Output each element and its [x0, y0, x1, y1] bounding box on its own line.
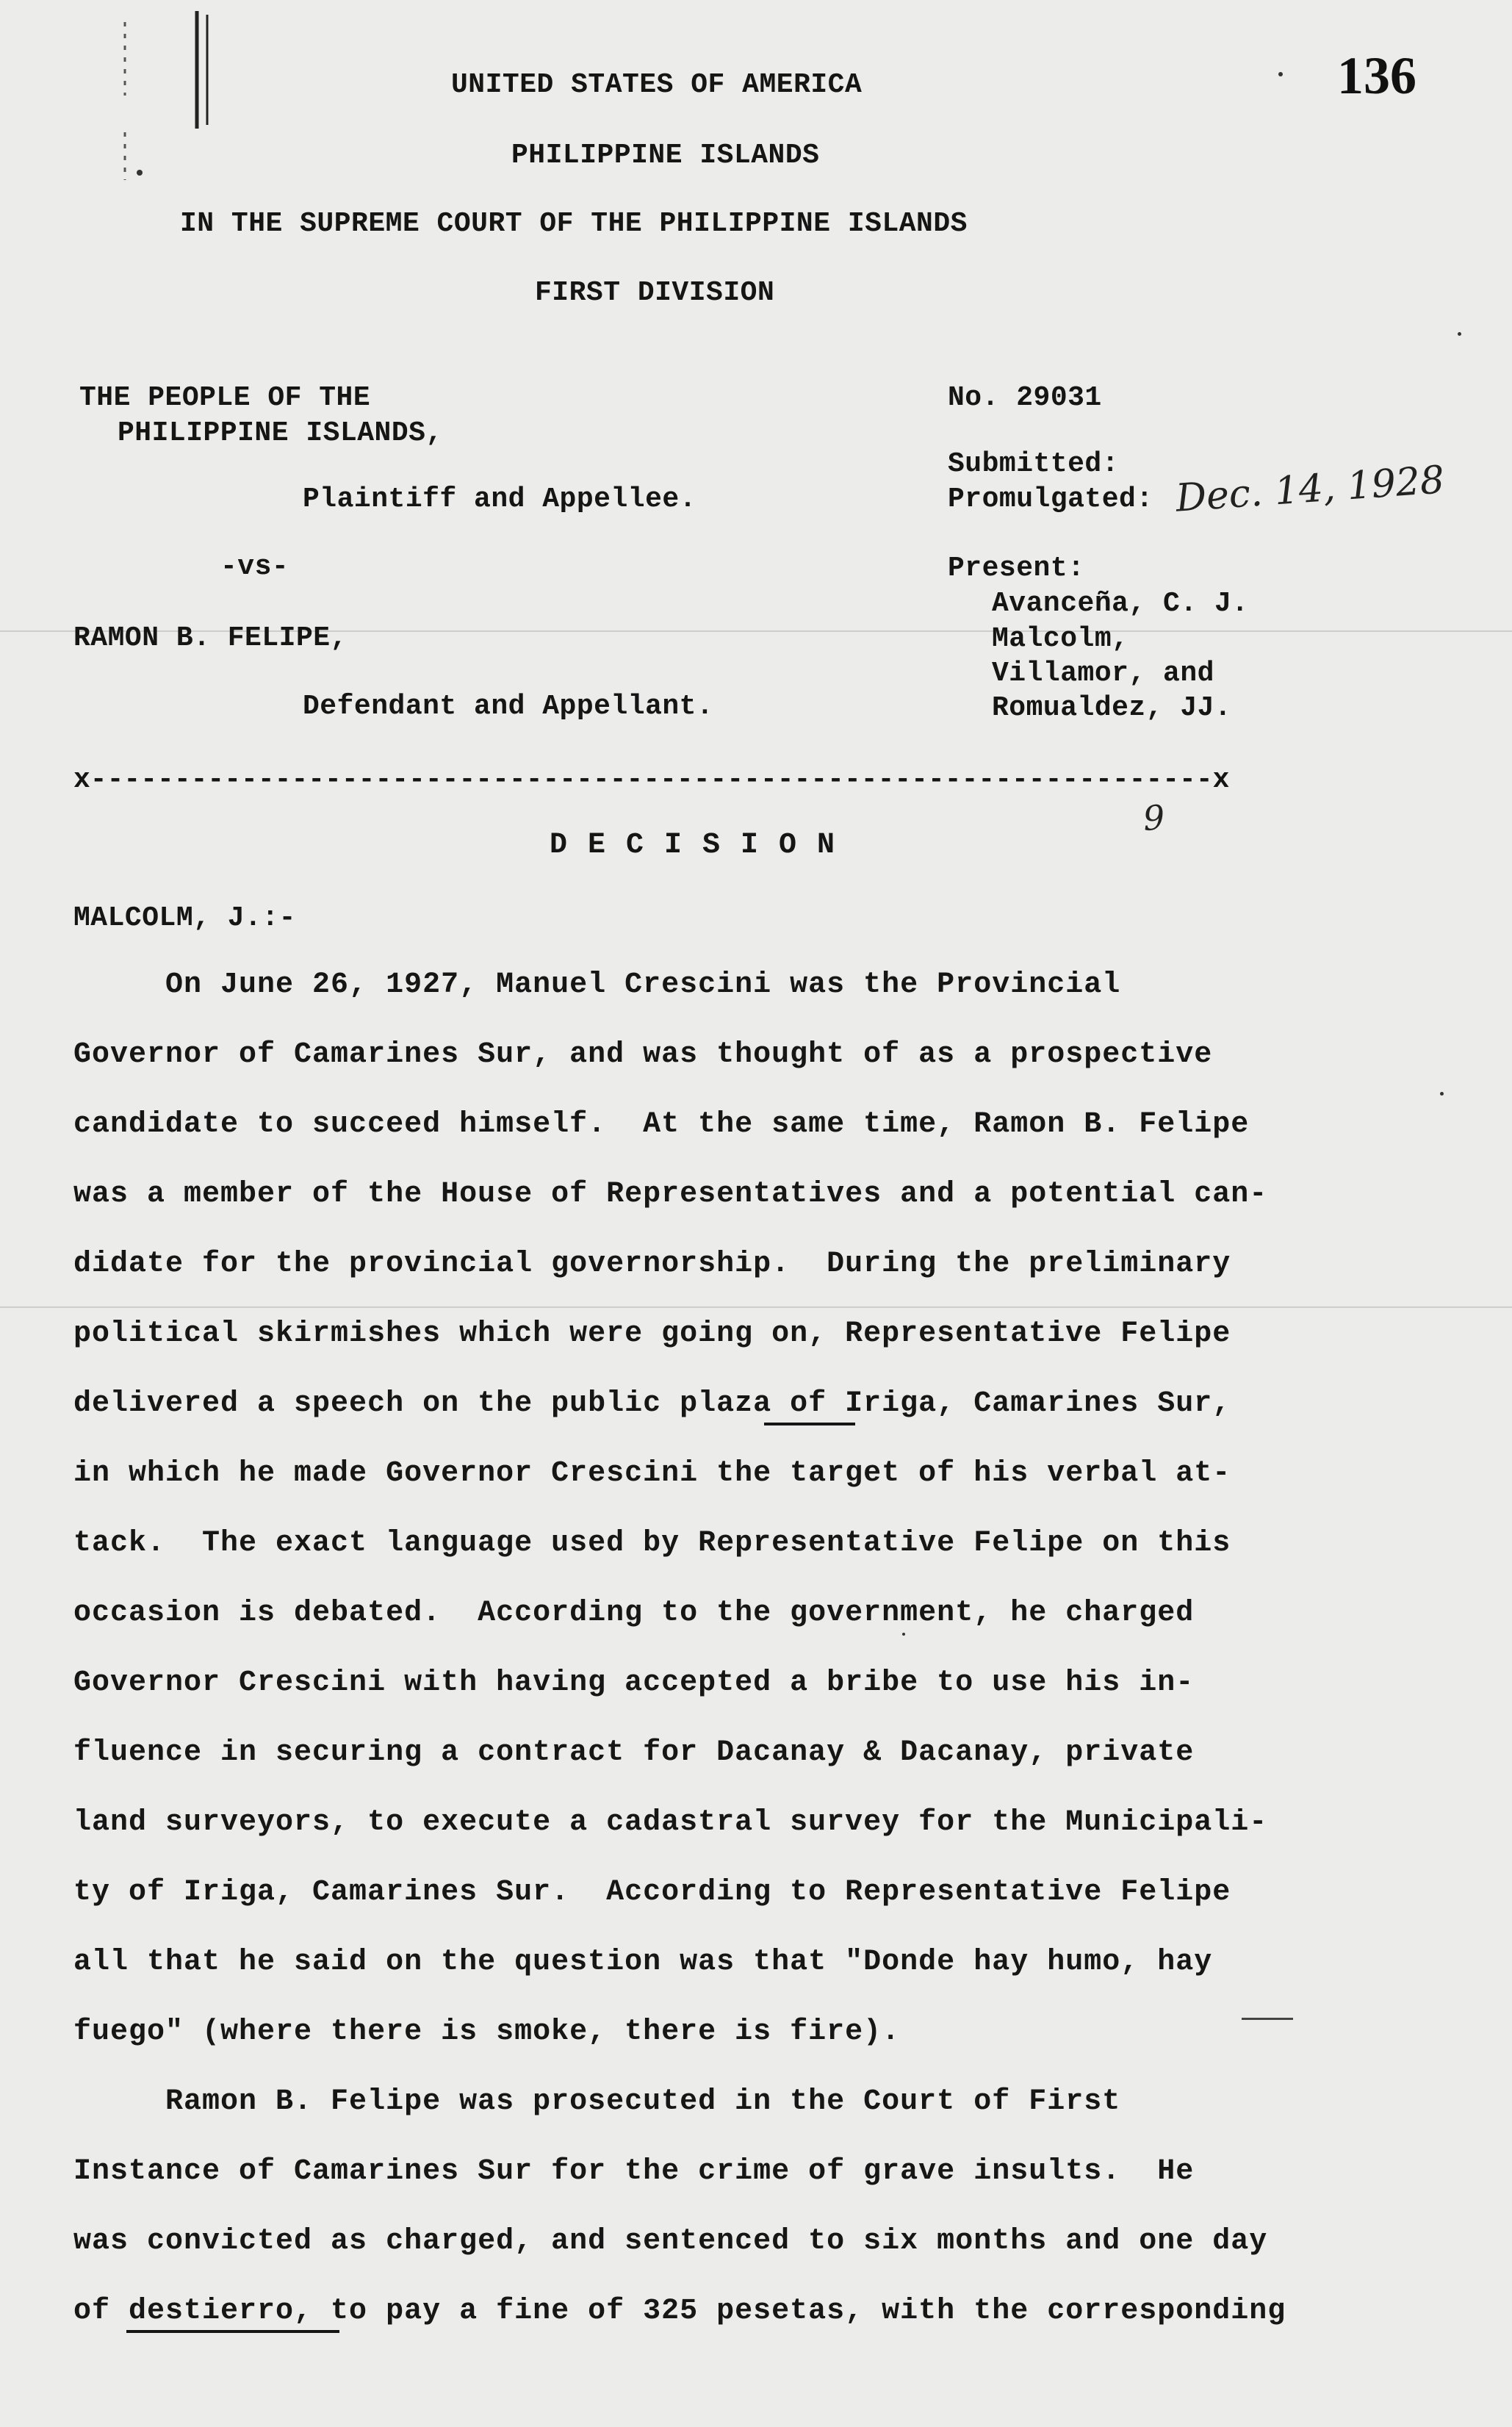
underline-plaza	[764, 1423, 855, 1425]
defendant-name: RAMON B. FELIPE,	[73, 622, 348, 654]
body-line: tack. The exact language used by Representative Felipe on this	[73, 1527, 1231, 1560]
promulgated-label: Promulgated:	[948, 483, 1153, 515]
caption-divider: x-------------------------------------------------------------------x	[73, 764, 1230, 796]
body-line: Governor of Camarines Sur, and was thought of as a prospective	[73, 1038, 1213, 1071]
promulgated-date-handwritten: Dec. 14, 1928	[1174, 458, 1446, 521]
body-line: was convicted as charged, and sentenced to six months and one day	[73, 2225, 1268, 2258]
versus: -vs-	[220, 551, 289, 583]
header-division: FIRST DIVISION	[535, 277, 775, 309]
fold-line	[0, 1306, 1512, 1308]
plaintiff-role: Plaintiff and Appellee.	[303, 483, 696, 515]
defendant-role: Defendant and Appellant.	[303, 691, 714, 722]
page-number: 136	[1337, 46, 1416, 105]
docket-number: No. 29031	[948, 382, 1102, 414]
body-line: Ramon B. Felipe was prosecuted in the Court of First	[73, 2085, 1121, 2118]
body-line: delivered a speech on the public plaza of Iriga, Camarines Sur,	[73, 1387, 1231, 1420]
body-line: Instance of Camarines Sur for the crime of grave insults. He	[73, 2155, 1195, 2188]
scan-speck	[1278, 72, 1283, 76]
body-line: was a member of the House of Representatives and a potential can-	[73, 1178, 1268, 1211]
header-court: IN THE SUPREME COURT OF THE PHILIPPINE ISLANDS	[180, 208, 968, 240]
body-line: didate for the provincial governorship. During the preliminary	[73, 1248, 1231, 1281]
body-line: candidate to succeed himself. At the same time, Ramon B. Felipe	[73, 1108, 1250, 1141]
header-country: UNITED STATES OF AMERICA	[451, 69, 863, 101]
scan-speck	[902, 1633, 905, 1636]
body-line: in which he made Governor Crescini the target of his verbal at-	[73, 1457, 1231, 1490]
binding-marks	[110, 7, 213, 184]
body-line: all that he said on the question was that "Donde hay humo, hay	[73, 1946, 1213, 1979]
body-line: On June 26, 1927, Manuel Crescini was the Provincial	[73, 968, 1121, 1002]
plaintiff-name-line2: PHILIPPINE ISLANDS,	[118, 417, 443, 449]
body-line: ty of Iriga, Camarines Sur. According to Representative Felipe	[73, 1876, 1231, 1909]
scan-speck	[1458, 332, 1461, 336]
plaintiff-name-line1: THE PEOPLE OF THE	[79, 382, 371, 414]
decision-title: D E C I S I O N	[550, 829, 837, 862]
body-line: political skirmishes which were going on, Representative Felipe	[73, 1317, 1231, 1351]
header-territory: PHILIPPINE ISLANDS	[511, 140, 820, 171]
scan-speck	[1440, 1092, 1444, 1096]
present-label: Present:	[948, 553, 1085, 584]
body-line: Governor Crescini with having accepted a bribe to use his in-	[73, 1666, 1195, 1700]
body-line: fluence in securing a contract for Dacanay & Dacanay, private	[73, 1736, 1195, 1769]
submitted-label: Submitted:	[948, 448, 1120, 480]
justice-3: Villamor, and	[992, 658, 1214, 689]
body-line: of destierro, to pay a fine of 325 pesetas, with the corresponding	[73, 2295, 1286, 2328]
underline-destierro	[126, 2330, 339, 2333]
body-line: occasion is debated. According to the government, he charged	[73, 1597, 1195, 1630]
justice-2: Malcolm,	[992, 623, 1129, 655]
body-line: fuego" (where there is smoke, there is fire).	[73, 2016, 901, 2049]
opinion-author: MALCOLM, J.:-	[73, 902, 296, 934]
handwritten-mark: 9	[1142, 797, 1167, 838]
justice-4: Romualdez, JJ.	[992, 692, 1232, 724]
scan-stroke	[1242, 2018, 1293, 2020]
body-line: land surveyors, to execute a cadastral survey for the Municipali-	[73, 1806, 1268, 1839]
justice-1: Avanceña, C. J.	[992, 588, 1249, 619]
